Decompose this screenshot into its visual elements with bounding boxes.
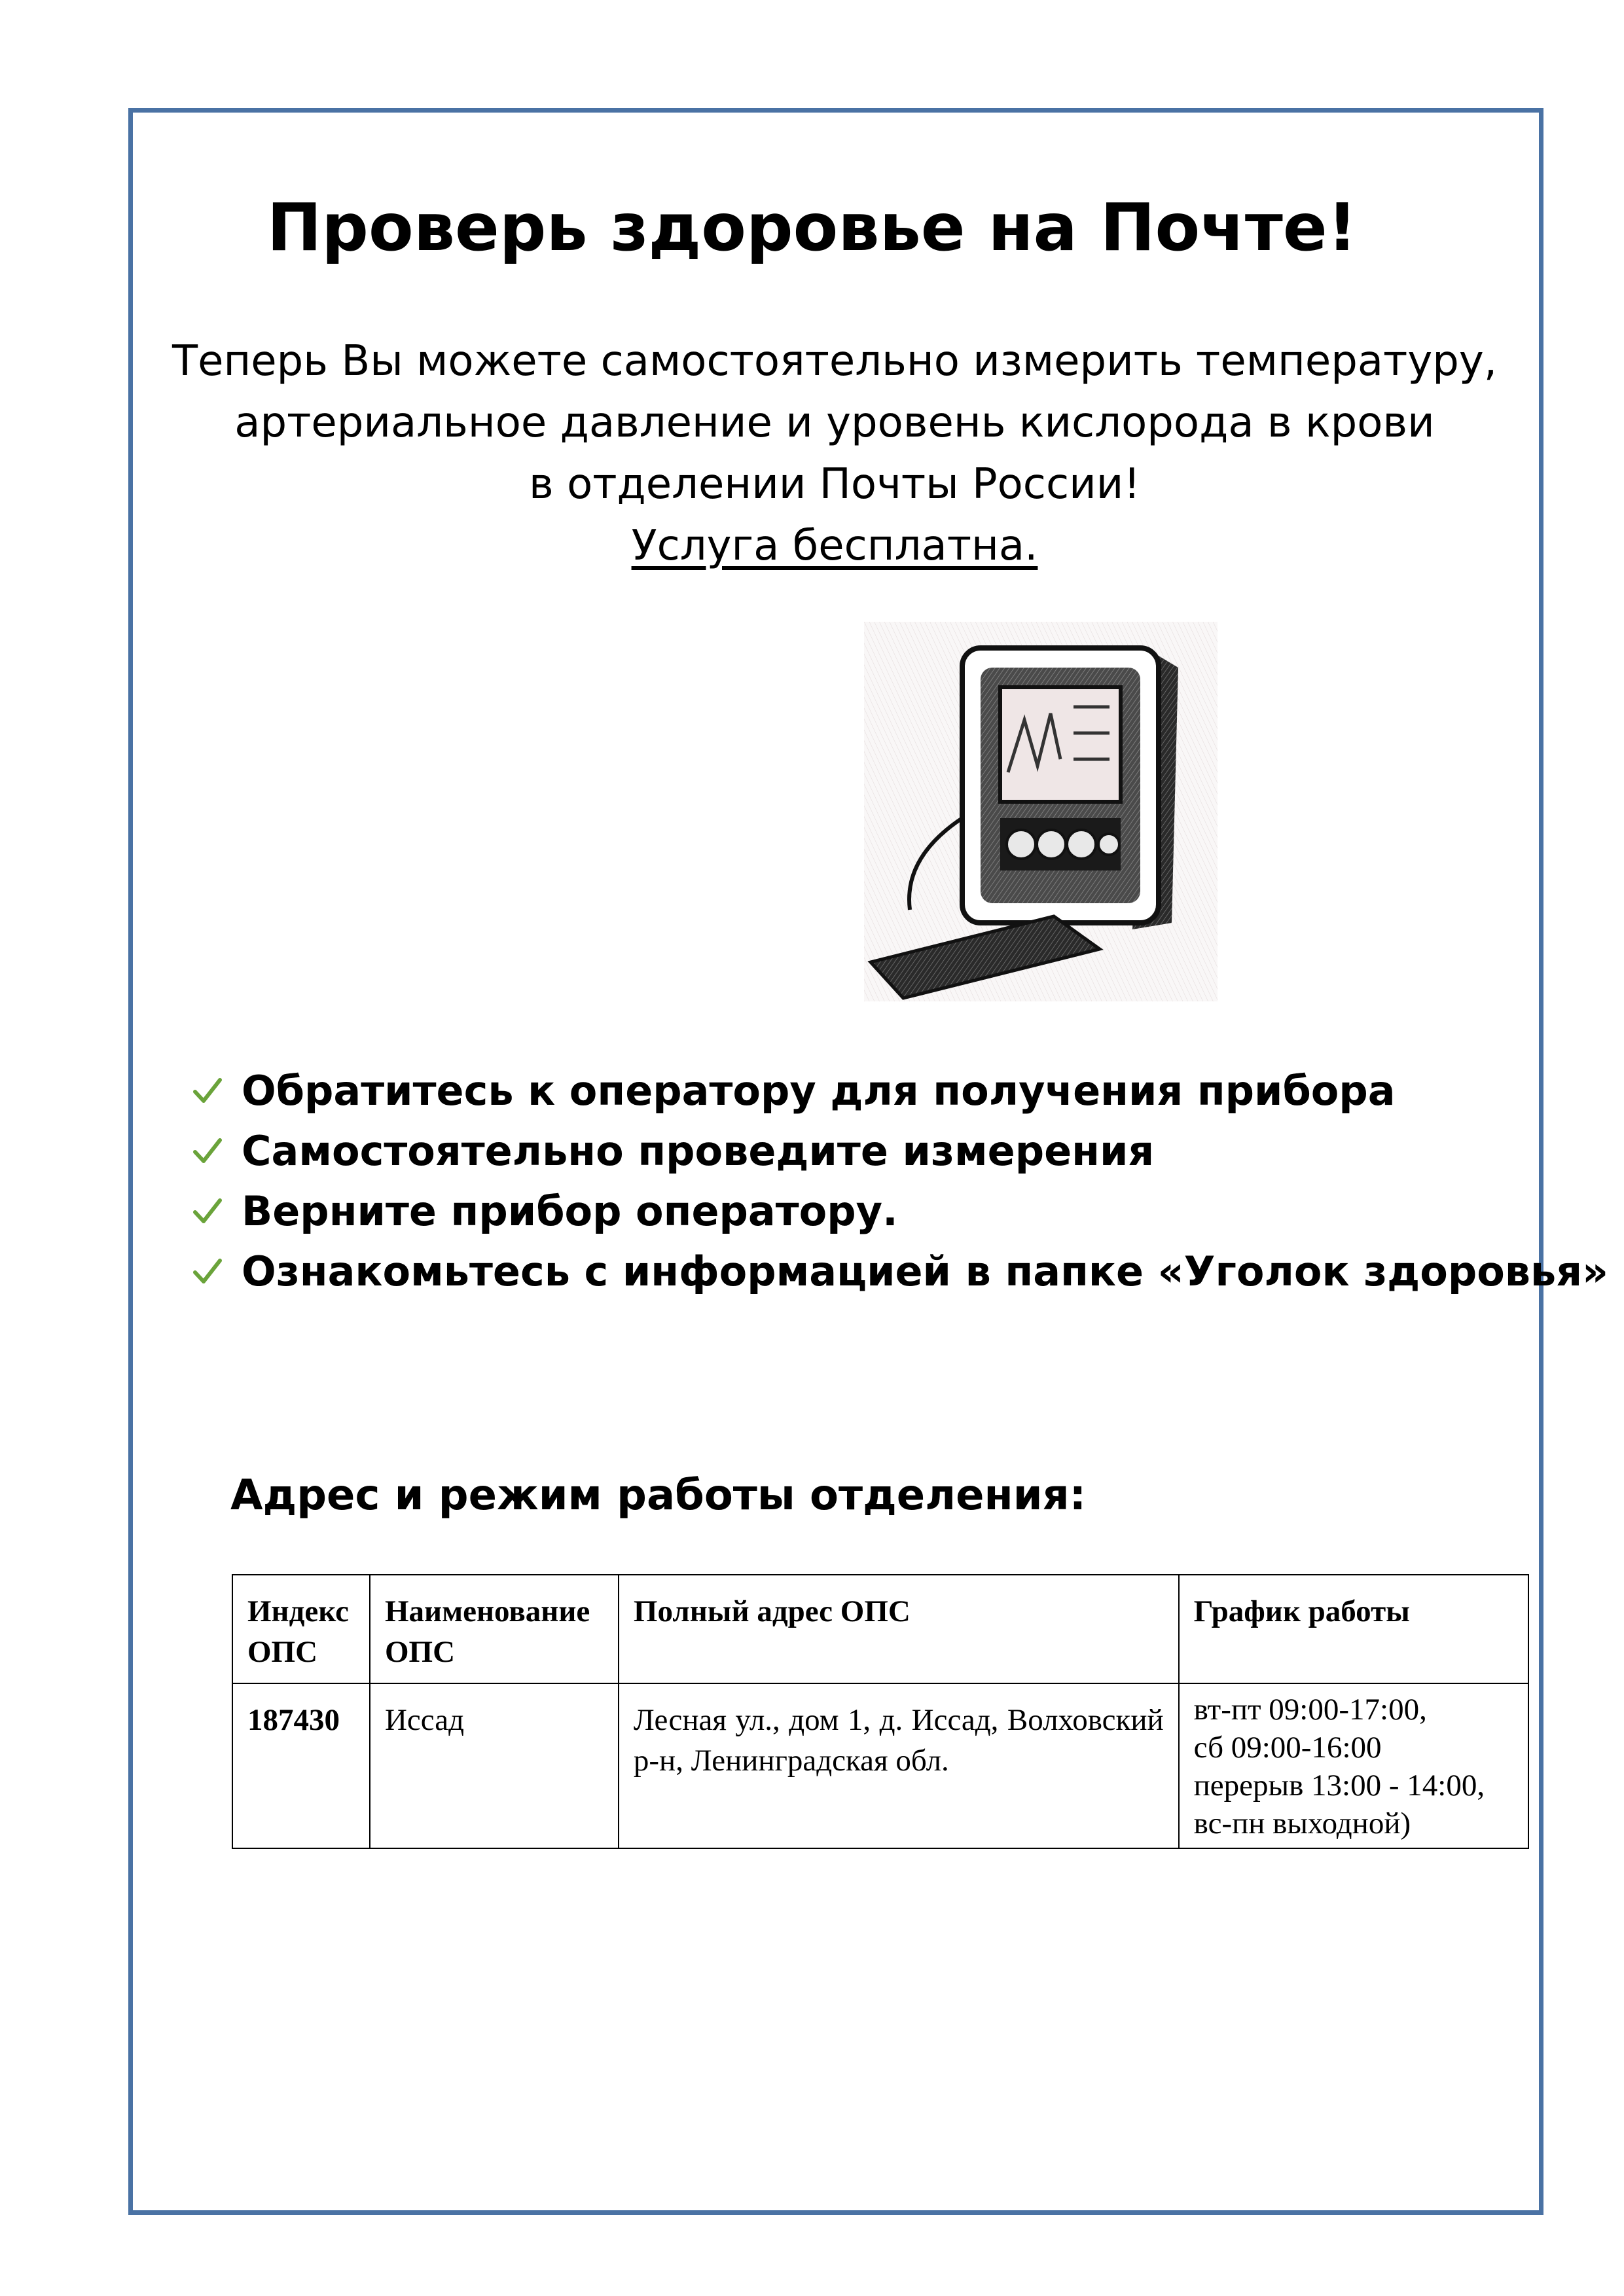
steps-list <box>193 1060 1609 1301</box>
address-heading: Адрес и режим работы отделения: <box>230 1471 1087 1520</box>
step-text: Обратитесь к оператору для получения прибора <box>242 1066 1396 1115</box>
intro-text <box>164 331 1506 577</box>
schedule-line: вт-пт 09:00-17:00, <box>1193 1693 1427 1727</box>
check-icon <box>193 1196 222 1225</box>
post-office-table <box>232 1574 1529 1849</box>
list-item <box>193 1181 1535 1241</box>
schedule-line: вс-пн выходной) <box>1193 1806 1411 1840</box>
header-schedule: График работы <box>1179 1575 1528 1683</box>
list-item <box>193 1121 1535 1181</box>
step-text: Верните прибор оператору. <box>242 1187 898 1235</box>
cell-index: 187430 <box>232 1683 370 1848</box>
page-title: Проверь здоровье на Почте! <box>266 189 1358 266</box>
free-service-note: Услуга бесплатна. <box>631 522 1038 570</box>
intro-line-2: артериальное давление и уровень кислорода в крови <box>234 399 1435 447</box>
step-text: Ознакомьтесь с информацией в папке «Уголок здоровья» <box>242 1247 1609 1295</box>
cell-name: Иссад <box>370 1683 619 1848</box>
health-terminal-illustration <box>864 622 1218 1001</box>
cell-schedule <box>1179 1683 1528 1848</box>
intro-line-1: Теперь Вы можете самостоятельно измерить температуру, <box>171 337 1498 386</box>
check-icon <box>193 1136 222 1165</box>
table-row <box>232 1683 1528 1848</box>
header-name: Наименование ОПС <box>370 1575 619 1683</box>
step-text: Самостоятельно проведите измерения <box>242 1126 1155 1175</box>
table-header-row <box>232 1575 1528 1683</box>
intro-line-3: в отделении Почты России! <box>529 460 1140 509</box>
header-index: Индекс ОПС <box>232 1575 370 1683</box>
schedule-line: сб 09:00-16:00 <box>1193 1731 1382 1765</box>
check-icon <box>193 1076 222 1105</box>
check-icon <box>193 1257 222 1285</box>
schedule-line: перерыв 13:00 - 14:00, <box>1193 1768 1485 1803</box>
header-address: Полный адрес ОПС <box>619 1575 1179 1683</box>
cell-address: Лесная ул., дом 1, д. Иссад, Волховский р-н, Ленинградская обл. <box>619 1683 1179 1848</box>
list-item <box>193 1241 1609 1301</box>
list-item <box>193 1060 1535 1121</box>
